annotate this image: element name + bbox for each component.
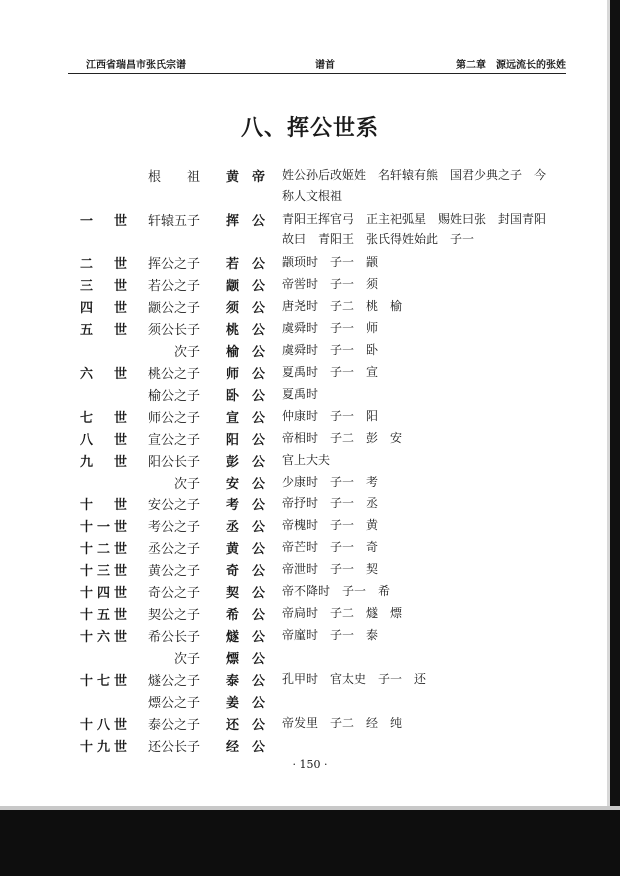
generation-row	[0, 692, 620, 714]
ancestor-name: 熛	[226, 652, 240, 668]
relation: 还公长子	[148, 739, 201, 755]
ancestor-name: 奇	[226, 564, 240, 580]
generation-row	[0, 560, 620, 582]
title-suffix: 公	[252, 498, 266, 514]
ancestor-name: 师	[226, 366, 240, 382]
note: 帝芒时 子一 奇	[282, 540, 379, 555]
title-suffix: 公	[252, 454, 266, 470]
ancestor-name: 颛	[226, 278, 240, 294]
ancestor-name: 若	[226, 257, 240, 272]
title-suffix: 公	[252, 476, 266, 492]
relation: 考公之子	[148, 520, 201, 536]
generation-row	[0, 582, 620, 604]
header-section: 谱首	[315, 60, 335, 71]
note: 帝廑时 子一 泰	[282, 628, 379, 643]
generation: 十七世	[80, 674, 132, 689]
ancestor-name: 黄	[226, 542, 240, 558]
relation: 丞公之子	[148, 542, 201, 558]
title-suffix: 公	[252, 739, 266, 755]
generation-row	[0, 604, 620, 626]
note: 帝槐时 子一 黄	[282, 518, 379, 533]
ancestor-name: 卧	[226, 388, 240, 404]
note: 帝扃时 子二 燧 熛	[282, 606, 403, 621]
generation-row	[0, 516, 620, 538]
relation: 奇公之子	[148, 586, 201, 602]
ancestor-name: 考	[226, 498, 240, 514]
title-suffix: 公	[252, 214, 266, 229]
generation-row	[0, 736, 620, 758]
note: 仲康时 子一 阳	[282, 408, 379, 423]
generation-row	[0, 407, 620, 429]
ancestor-name: 黄	[226, 170, 240, 185]
title-suffix: 公	[252, 432, 266, 448]
ancestor-name: 经	[226, 739, 240, 755]
title-suffix: 公	[252, 630, 266, 646]
title-suffix: 公	[252, 586, 266, 602]
title-suffix: 公	[252, 366, 266, 382]
relation: 次子	[148, 476, 201, 492]
title-suffix: 公	[252, 520, 266, 536]
scan-bottom-background	[0, 810, 620, 876]
note: 虞舜时 子一 师	[282, 320, 379, 335]
generation-row	[0, 341, 620, 363]
generation: 十六世	[80, 630, 132, 646]
note: 帝泄时 子一 契	[282, 562, 379, 577]
note: 颛顼时 子一 颛	[282, 255, 379, 269]
relation: 泰公之子	[148, 718, 201, 733]
generation-row	[0, 538, 620, 560]
generation-row	[0, 275, 620, 297]
generation: 十二世	[80, 542, 132, 558]
generation: 十九世	[80, 739, 132, 755]
note: 官上大夫	[282, 452, 331, 467]
generation-row	[0, 494, 620, 516]
generation-row	[0, 473, 620, 495]
relation: 颛公之子	[148, 300, 201, 316]
note: 帝抒时 子一 丞	[282, 496, 379, 511]
ancestor-name: 桃	[226, 322, 240, 338]
relation: 须公长子	[148, 322, 201, 338]
generation: 七 世	[80, 410, 132, 426]
ancestor-name: 彭	[226, 454, 240, 470]
title-suffix: 公	[252, 652, 266, 668]
relation: 阳公长子	[148, 454, 201, 470]
note: 帝相时 子二 彭 安	[282, 430, 403, 445]
generation-row	[0, 451, 620, 473]
first-generation-row	[0, 210, 620, 232]
note: 夏禹时	[282, 386, 319, 401]
generation-row	[0, 626, 620, 648]
note: 青阳王挥官弓 正主祀弧星 赐姓曰张 封国青阳	[282, 212, 547, 226]
title-suffix: 公	[252, 674, 266, 689]
ancestor-name: 希	[226, 608, 240, 624]
generation-row	[0, 429, 620, 451]
note-continuation: 称人文根祖	[282, 189, 343, 203]
ancestor-name: 须	[226, 300, 240, 316]
title-suffix: 帝	[252, 170, 266, 185]
generation: 十八世	[80, 718, 132, 733]
page-title: 八、挥公世系	[240, 115, 379, 141]
generation-row	[0, 319, 620, 341]
relation: 师公之子	[148, 410, 201, 426]
generation: 八 世	[80, 432, 132, 448]
ancestor-name: 阳	[226, 432, 240, 448]
header-book-title: 江西省瑞昌市张氏宗谱	[86, 60, 186, 71]
ancestor-name: 燧	[226, 630, 240, 646]
ancestor-name: 契	[226, 586, 240, 602]
note: 夏禹时 子一 宣	[282, 364, 379, 379]
generation: 六 世	[80, 366, 132, 382]
generation: 十一世	[80, 520, 132, 536]
generation: 五 世	[80, 322, 132, 338]
note: 帝不降时 子一 希	[282, 584, 391, 599]
ancestor-name: 还	[226, 718, 240, 733]
generation-row	[0, 363, 620, 385]
ancestor-name: 宣	[226, 410, 240, 426]
title-suffix: 公	[252, 278, 266, 294]
relation: 次子	[148, 344, 201, 360]
note: 姓公孙后改姬姓 名轩辕有熊 国君少典之子 今	[282, 168, 547, 182]
generation-row	[0, 385, 620, 407]
relation: 轩辕五子	[148, 214, 201, 229]
generation: 十 世	[80, 498, 132, 514]
ancestor-name: 榆	[226, 344, 240, 360]
relation: 燧公之子	[148, 674, 201, 689]
title-suffix: 公	[252, 388, 266, 404]
generation: 二 世	[80, 257, 132, 272]
title-suffix: 公	[252, 344, 266, 360]
relation: 榆公之子	[148, 388, 201, 404]
generation: 一 世	[80, 214, 132, 229]
page-number: · 150 ·	[292, 758, 328, 771]
title-suffix: 公	[252, 542, 266, 558]
note: 少康时 子一 考	[282, 474, 379, 489]
note: 孔甲时 官太史 子一 还	[282, 672, 427, 686]
relation: 希公长子	[148, 630, 201, 646]
title-suffix: 公	[252, 608, 266, 624]
relation: 黄公之子	[148, 564, 201, 580]
ancestor-name: 泰	[226, 674, 240, 689]
generation: 十五世	[80, 608, 132, 624]
generation-row	[0, 714, 620, 736]
title-suffix: 公	[252, 718, 266, 733]
relation: 熛公之子	[148, 696, 201, 711]
generation: 十三世	[80, 564, 132, 580]
relation: 安公之子	[148, 498, 201, 514]
title-suffix: 公	[252, 300, 266, 316]
generation: 十四世	[80, 586, 132, 602]
generation-row	[0, 648, 620, 670]
note: 唐尧时 子二 桃 榆	[282, 298, 403, 313]
ancestor-name: 姜	[226, 696, 240, 711]
relation: 契公之子	[148, 608, 201, 624]
generation-row	[0, 253, 620, 275]
relation: 宣公之子	[148, 432, 201, 448]
relation: 次子	[148, 652, 201, 668]
relation: 挥公之子	[148, 257, 201, 272]
relation: 桃公之子	[148, 366, 201, 382]
title-suffix: 公	[252, 564, 266, 580]
title-suffix: 公	[252, 696, 266, 711]
note: 帝喾时 子一 须	[282, 276, 379, 291]
title-suffix: 公	[252, 257, 266, 272]
title-suffix: 公	[252, 410, 266, 426]
root-row	[0, 166, 620, 188]
header-chapter: 第二章 源远流长的张姓	[456, 60, 566, 71]
generation: 九 世	[80, 454, 132, 470]
note: 虞舜时 子一 卧	[282, 342, 379, 357]
ancestor-name: 挥	[226, 214, 240, 229]
ancestor-name: 安	[226, 476, 240, 492]
note-continuation: 故曰 青阳王 张氏得姓始此 子一	[282, 232, 475, 246]
ancestor-name: 丞	[226, 520, 240, 536]
generation: 四 世	[80, 300, 132, 316]
generation: 三 世	[80, 278, 132, 294]
generation-row	[0, 670, 620, 692]
relation: 若公之子	[148, 278, 201, 294]
note: 帝发里 子二 经 纯	[282, 716, 403, 730]
title-suffix: 公	[252, 322, 266, 338]
relation: 根 祖	[148, 170, 201, 185]
generation-row	[0, 297, 620, 319]
